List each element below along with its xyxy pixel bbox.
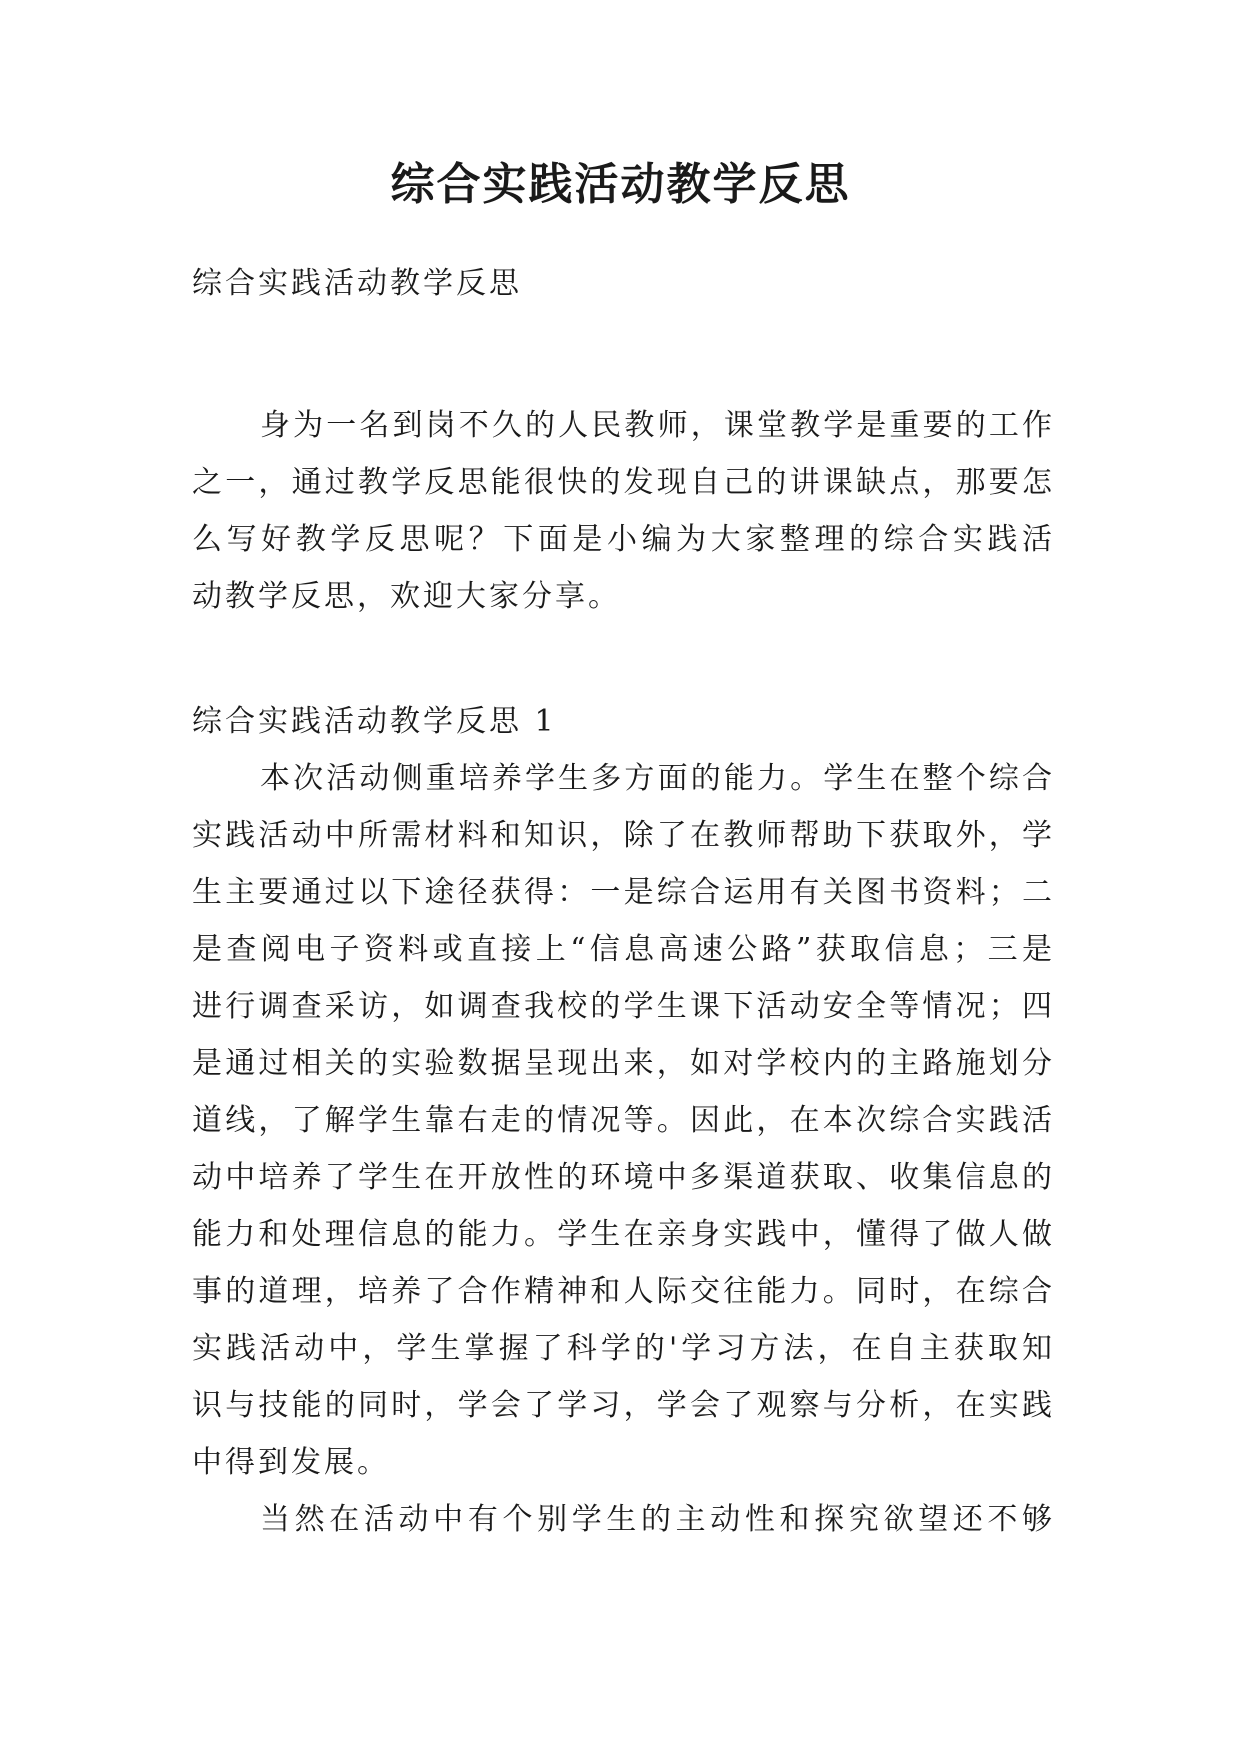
intro-line: 身为一名到岗不久的人民教师，课堂教学是重要的工作 [260,408,1052,443]
body-line: 能力和处理信息的能力。学生在亲身实践中，懂得了做人做 [192,1217,1052,1252]
body-line: 生主要通过以下途径获得：一是综合运用有关图书资料；二 [192,875,1052,910]
body-line: 事的道理，培养了合作精神和人际交往能力。同时，在综合 [192,1274,1052,1309]
intro-line: 么写好教学反思呢？下面是小编为大家整理的综合实践活 [192,522,1052,557]
body-line: 实践活动中所需材料和知识，除了在教师帮助下获取外，学 [192,818,1052,853]
intro-line: 动教学反思，欢迎大家分享。 [192,579,621,614]
body-line: 是查阅电子资料或直接上“信息高速公路”获取信息；三是 [192,932,1052,967]
intro-line: 之一，通过教学反思能很快的发现自己的讲课缺点，那要怎 [192,465,1052,500]
body-line: 当然在活动中有个别学生的主动性和探究欲望还不够 [260,1502,1052,1537]
body-line: 进行调查采访，如调查我校的学生课下活动安全等情况；四 [192,989,1052,1024]
body-line: 本次活动侧重培养学生多方面的能力。学生在整个综合 [260,761,1052,796]
body-line: 中得到发展。 [192,1445,390,1480]
body-line: 道线，了解学生靠右走的情况等。因此，在本次综合实践活 [192,1103,1052,1138]
body-line: 识与技能的同时，学会了学习，学会了观察与分析，在实践 [192,1388,1052,1423]
section-heading: 综合实践活动教学反思 1 [192,704,557,739]
body-line: 动中培养了学生在开放性的环境中多渠道获取、收集信息的 [192,1160,1052,1195]
document-title: 综合实践活动教学反思 [390,159,851,210]
document-subtitle: 综合实践活动教学反思 [192,266,522,301]
body-line: 是通过相关的实验数据呈现出来，如对学校内的主路施划分 [192,1046,1052,1081]
body-line: 实践活动中，学生掌握了科学的'学习方法，在自主获取知 [192,1331,1052,1366]
